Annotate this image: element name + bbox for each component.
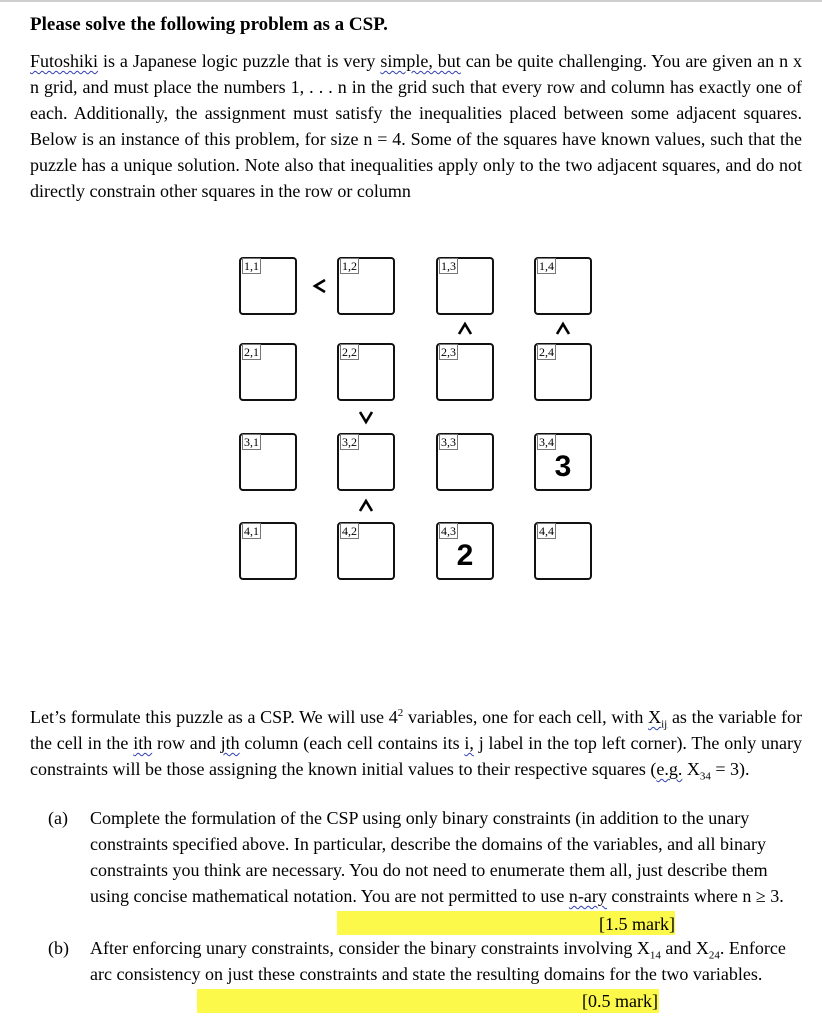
cell-1-4: 1,4	[534, 257, 592, 315]
formulation-paragraph: Let’s formulate this puzzle as a CSP. We will use $4^2$ variables, one for each cell, with $X_{ij}$ as the variable for the cell in the ith row and jth column (each cell contains its i, j label in the top left corner). The only unary constraints will be those assigning the known initial values to their respective squares (e.g. $X_{34} = 3$).	[30, 707, 803, 783]
cell-1-1: 1,1	[239, 257, 297, 315]
cell-3-4: 3,4 3	[534, 433, 592, 491]
question-b: (b) After enforcing unary constraints, consider the binary constraints involving $X_{14}$ and $X_{24}$. Enforce arc consistency on just these constraints and state the resulting domains for the two variables.	[48, 935, 800, 987]
top-divider	[0, 0, 822, 2]
cell-3-1: 3,1	[239, 433, 297, 491]
cell-3-3: 3,3	[436, 433, 494, 491]
question-a: (a) Complete the formulation of the CSP using only binary constraints (in addition to the unary constraints specified above. In particular, describe the domains of the variables, and all binary constraints you think are necessary. You do not need to enumerate them all, just describe them using concise mathematical notation. You are not permitted to use n-ary constraints where n ≥ 3.	[48, 805, 800, 909]
problem-title: Please solve the following problem as a CSP.	[30, 14, 388, 35]
cell-1-2: 1,2	[337, 257, 395, 315]
futoshiki-word: Futoshiki	[30, 51, 99, 71]
cell-3-2: 3,2	[337, 433, 395, 491]
cell-4-2: 4,2	[337, 522, 395, 580]
question-a-mark: [1.5 mark]	[599, 914, 675, 934]
question-b-label: (b)	[48, 938, 69, 958]
ineq-down-r2c2-r3c2	[356, 407, 376, 427]
ineq-up-r3c2-r4c2	[356, 496, 376, 516]
cell-2-2: 2,2	[337, 343, 395, 401]
cell-4-4: 4,4	[534, 522, 592, 580]
xij-variable: $X_{ij}$	[648, 707, 668, 731]
simple-but-phrase: simple, but	[380, 51, 461, 71]
cell-2-1: 2,1	[239, 343, 297, 401]
intro-paragraph: Futoshiki is a Japanese logic puzzle that is very simple, but can be quite challenging. You are given an n x n grid, and must place the numbers 1, . . . n in the grid such that every row and column has exactly one of each. Additionally, the assignment must satisfy the inequalities placed between some adjacent squares. Below is an instance of this problem, for size n = 4. Some of the squares have known values, such that the puzzle has a unique solution. Note also that inequalities apply only to the two adjacent squares, and do not directly constrain other squares in the row or column	[30, 51, 802, 201]
question-a-label: (a)	[48, 808, 68, 828]
cell-2-4: 2,4	[534, 343, 592, 401]
cell-4-1: 4,1	[239, 522, 297, 580]
ineq-up-r1c4-r2c4	[553, 319, 573, 339]
ineq-up-r1c3-r2c3	[455, 319, 475, 339]
cell-1-3: 1,3	[436, 257, 494, 315]
ineq-less-than-r1c1-r1c2	[310, 276, 330, 296]
cell-4-3: 4,3 2	[436, 522, 494, 580]
question-b-mark: [0.5 mark]	[582, 991, 658, 1011]
question-a-text: Complete the formulation of the CSP using only binary constraints (in addition to the unary constraints specified above. In particular, describe the domains of the variables, and all binary constraints you think are necessary. You do not need to enumerate them all, just describe them using concise mathematical notation. You are not permitted to use	[90, 808, 768, 906]
cell-2-3: 2,3	[436, 343, 494, 401]
